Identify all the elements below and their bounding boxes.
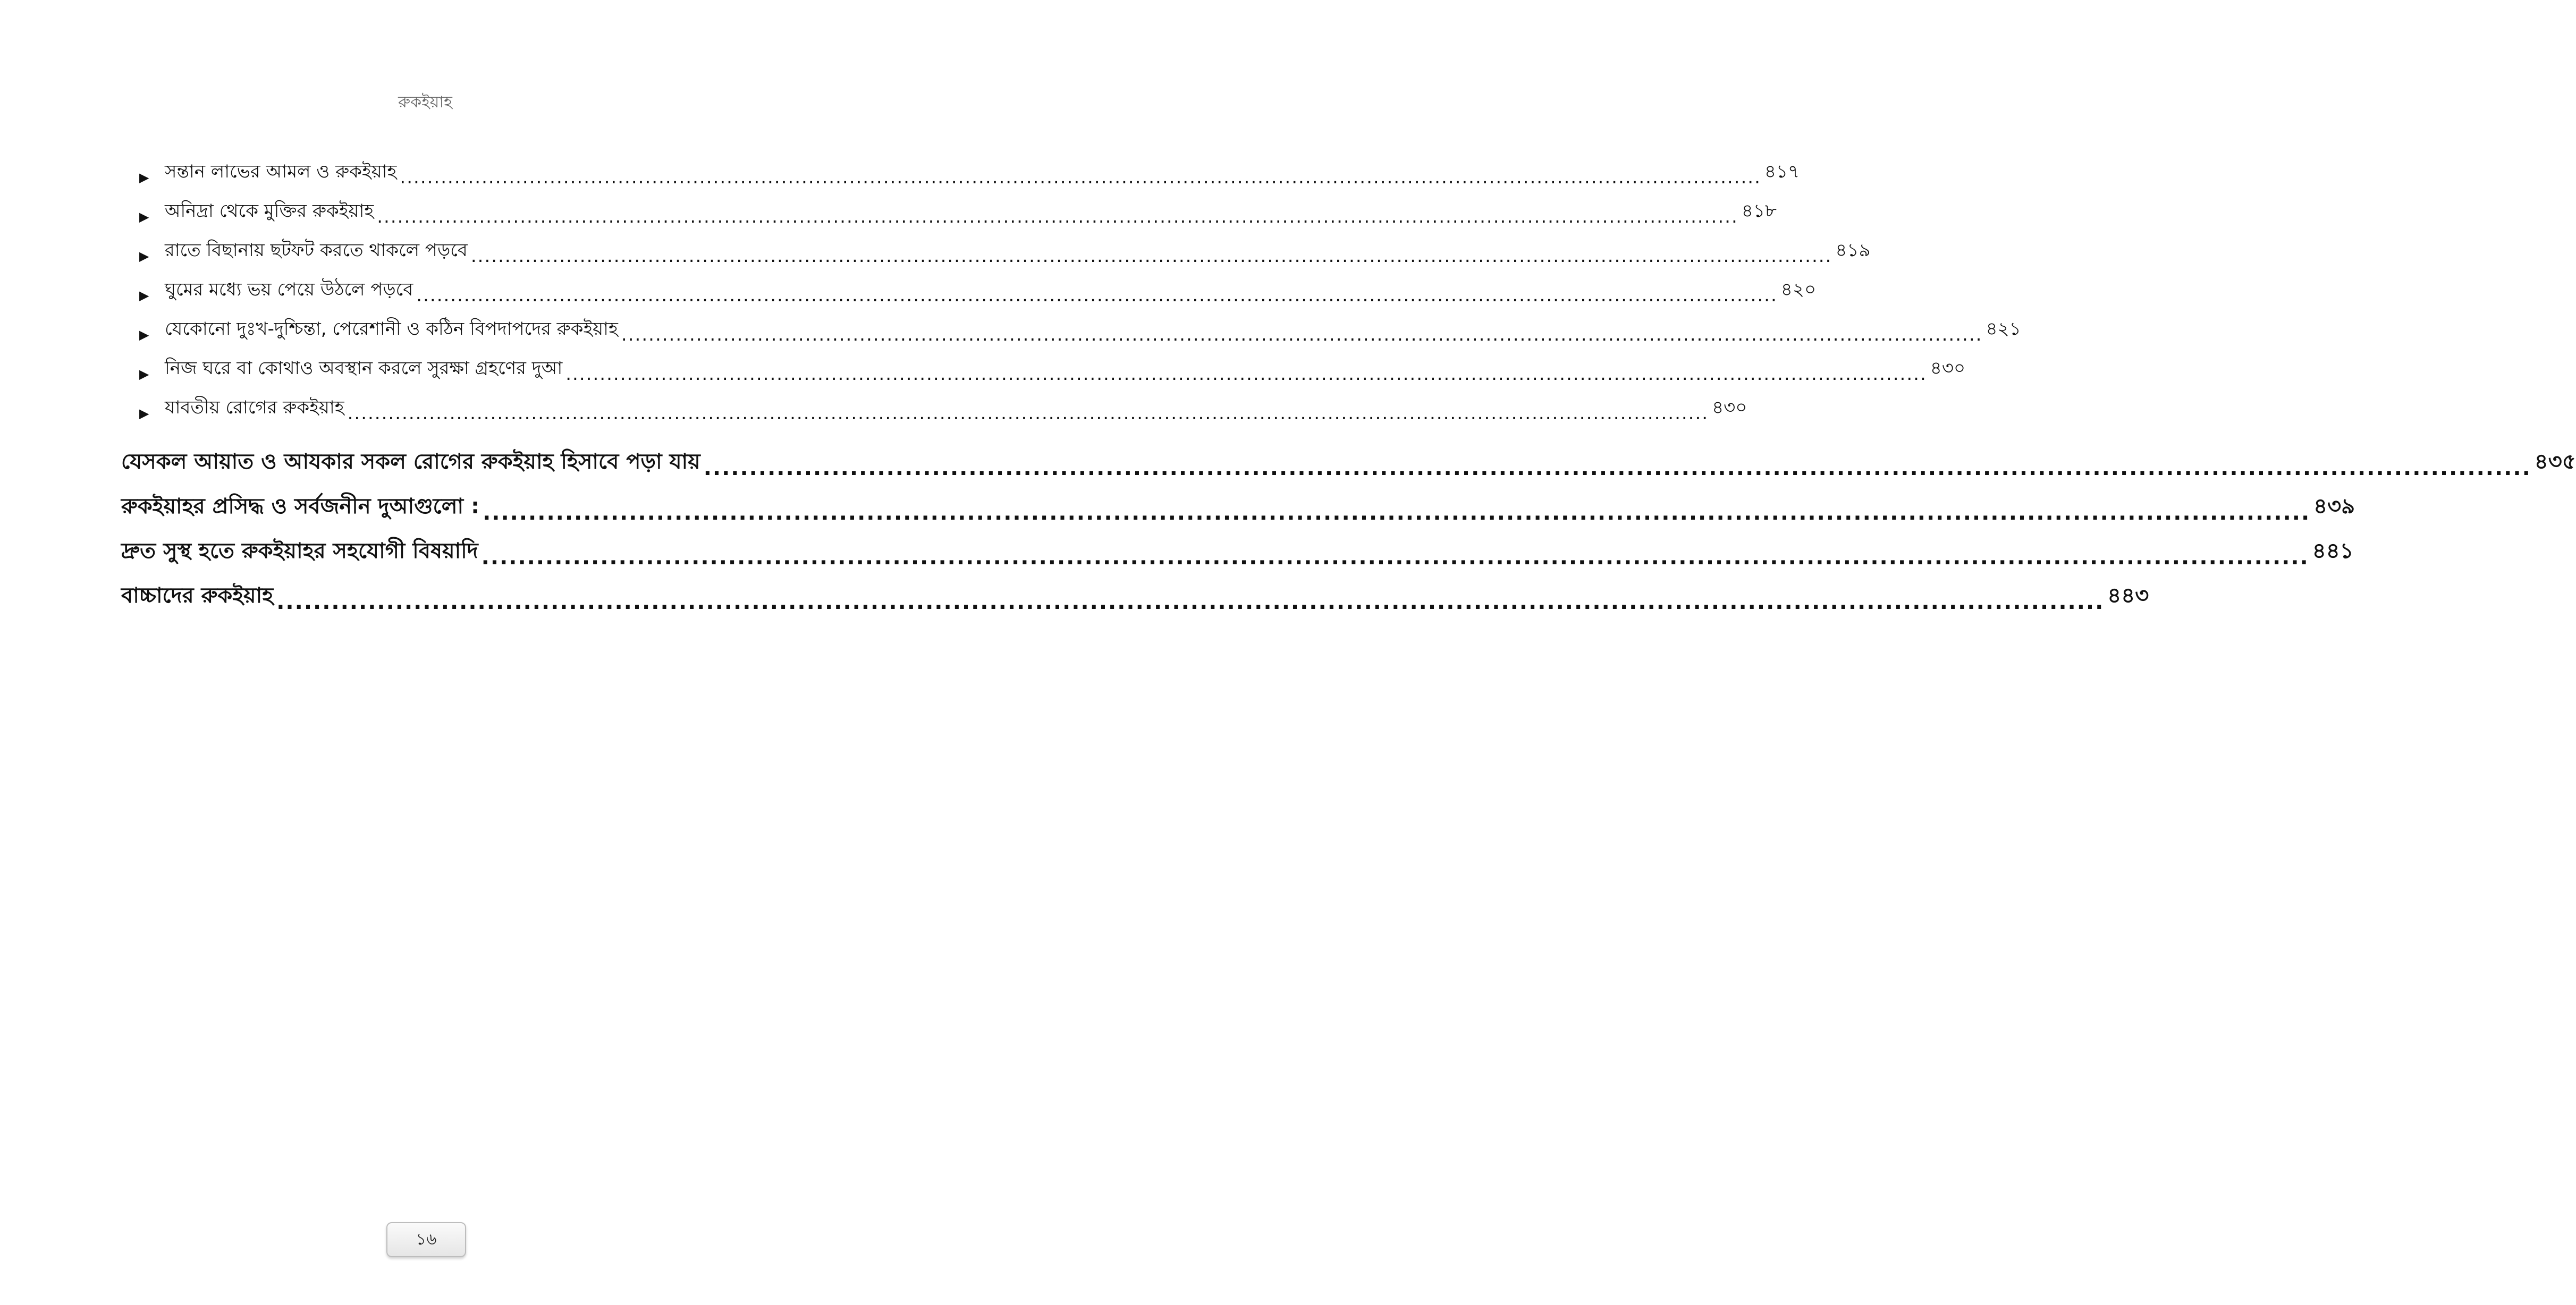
toc-entry-page: ৪২১ [1986, 318, 2021, 340]
toc-entry-page: ৪৪৩ [2107, 583, 2149, 608]
toc-entry-page: ৪১৭ [1764, 161, 1800, 182]
dot-leader [704, 456, 2531, 480]
toc-entry-page: ৪৩৯ [2313, 494, 2355, 519]
dot-leader [276, 590, 2104, 614]
toc-entry-title: যেসকল আয়াত ও আযকার সকল রোগের রুকইয়াহ হিসাবে পড়া যায় [121, 450, 700, 474]
toc-sub-item[interactable] [121, 267, 1817, 306]
toc-main-item[interactable] [121, 436, 2576, 480]
toc-entry-title: রুকইয়াহর প্রসিদ্ধ ও সর্বজনীন দুআগুলো : [121, 494, 480, 519]
toc-entry-title: যাবতীয় রোগের রুকইয়াহ [165, 397, 344, 418]
triangle-bullet-icon: ▶ [139, 288, 149, 303]
toc-sub-item[interactable] [121, 227, 1871, 267]
toc-entry-page: ৪৪১ [2312, 539, 2354, 563]
toc-entry-page: ৪৩০ [1930, 358, 1966, 379]
toc-sub-item[interactable] [121, 345, 1966, 385]
dot-leader [377, 206, 1738, 227]
toc-entry-page: ৪৩৫ [2534, 450, 2576, 474]
triangle-bullet-icon: ▶ [139, 209, 149, 224]
toc-sub-item[interactable] [121, 385, 1747, 424]
dot-leader [565, 363, 1927, 385]
toc-entry-page: ৪১৯ [1835, 240, 1871, 261]
toc-main-item[interactable] [121, 480, 2355, 525]
dot-leader [416, 285, 1778, 306]
toc-entry-page: ৪১৮ [1741, 200, 1777, 222]
toc-entry-title: নিজ ঘরে বা কোথাও অবস্থান করলে সুরক্ষা গ্রহণের দুআ [165, 358, 563, 379]
triangle-bullet-icon: ▶ [139, 170, 149, 185]
dot-leader [471, 245, 1832, 267]
running-header: রুকইয়াহ [398, 93, 452, 112]
triangle-bullet-icon: ▶ [139, 327, 149, 342]
dot-leader [483, 501, 2310, 525]
triangle-bullet-icon: ▶ [139, 367, 149, 382]
dot-leader [400, 167, 1761, 188]
toc-entry-title: যেকোনো দুঃখ-দুশ্চিন্তা, পেরেশানী ও কঠিন বিপদাপদের রুকইয়াহ [165, 318, 618, 340]
dot-leader [348, 403, 1709, 424]
toc-entry-page: ৪২০ [1780, 279, 1817, 300]
toc-entry-title: দ্রুত সুস্থ হতে রুকইয়াহর সহযোগী বিষয়াদি [121, 539, 478, 563]
toc-main-item[interactable] [121, 525, 2354, 570]
table-of-contents [121, 149, 2576, 614]
toc-main-item[interactable] [121, 570, 2149, 614]
triangle-bullet-icon: ▶ [139, 249, 149, 264]
toc-entry-page: ৪৩০ [1712, 397, 1747, 418]
toc-sub-item[interactable] [121, 188, 1777, 227]
toc-entry-title: সন্তান লাভের আমল ও রুকইয়াহ [165, 161, 397, 182]
page-number-badge: ১৬ [386, 1222, 466, 1257]
toc-sub-item[interactable] [121, 149, 1800, 188]
triangle-bullet-icon: ▶ [139, 406, 149, 421]
toc-entry-title: বাচ্চাদের রুকইয়াহ [121, 583, 274, 608]
dot-leader [482, 545, 2309, 570]
dot-leader [621, 324, 1983, 345]
toc-entry-title: রাতে বিছানায় ছটফট করতে থাকলে পড়বে [165, 240, 468, 261]
toc-entry-title: ঘুমের মধ্যে ভয় পেয়ে উঠলে পড়বে [165, 279, 413, 300]
toc-entry-title: অনিদ্রা থেকে মুক্তির রুকইয়াহ [165, 200, 374, 222]
toc-sub-item[interactable] [121, 306, 2021, 345]
